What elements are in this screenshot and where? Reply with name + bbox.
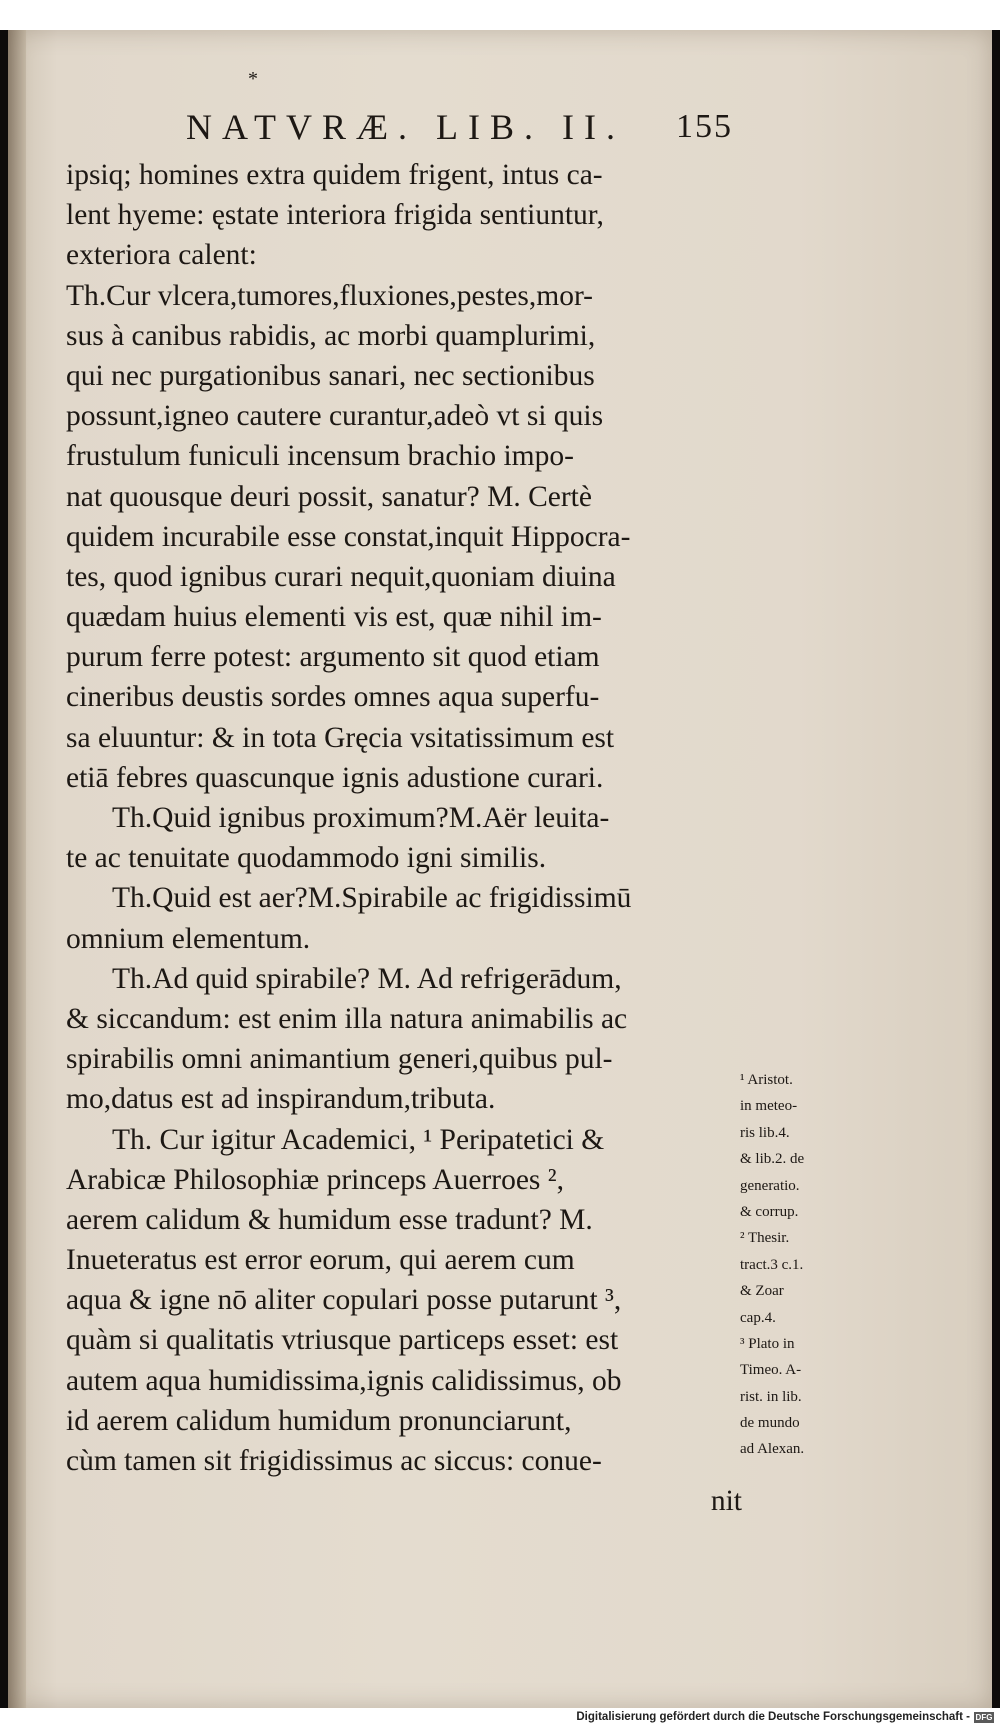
- margin-note-line: tract.3 c.1.: [740, 1256, 804, 1273]
- text-line: aqua & igne nō aliter copulari posse putarunt ³,: [66, 1284, 622, 1317]
- text-line: mo,datus est ad inspirandum,tributa.: [66, 1083, 496, 1116]
- margin-note-line: ³ Plato in: [740, 1335, 795, 1352]
- margin-note-line: de mundo: [740, 1415, 800, 1432]
- margin-note-line: & corrup.: [740, 1203, 799, 1220]
- digitization-credit: Digitalisierung gefördert durch die Deutsche Forschungsgemeinschaft -: [576, 1711, 970, 1723]
- text-line: aerem calidum & humidum esse tradunt? M.: [66, 1203, 593, 1236]
- text-line: quidem incurabile esse constat,inquit Hippocra-: [66, 520, 631, 553]
- text-line: quàm si qualitatis vtriusque particeps esset: est: [66, 1324, 619, 1357]
- text-line: cùm tamen sit frigidissimus ac siccus: conue-: [66, 1445, 602, 1477]
- text-line: ipsiq; homines extra quidem frigent, intus ca-: [66, 159, 603, 191]
- text-line: Th.Quid est aer?M.Spirabile ac frigidissimū: [112, 882, 632, 915]
- page-gutter-shadow: [8, 30, 26, 1708]
- margin-note-line: ad Alexan.: [740, 1441, 805, 1458]
- text-line: spirabilis omni animantium generi,quibus pul-: [66, 1043, 613, 1076]
- text-line: purum ferre potest: argumento sit quod etiam: [66, 641, 600, 674]
- margin-note-line: ² Thesir.: [740, 1230, 790, 1247]
- header-ornament: *: [248, 68, 258, 90]
- text-line: omnium elementum.: [66, 922, 311, 955]
- text-line: Th.Ad quid spirabile? M. Ad refrigerādum,: [112, 962, 622, 995]
- text-line: Th.Quid ignibus proximum?M.Aër leuita-: [112, 802, 610, 834]
- margin-note-line: ris lib.4.: [740, 1124, 790, 1141]
- margin-note-line: & lib.2. de: [740, 1151, 805, 1168]
- text-line: quædam huius elementi vis est, quæ nihil im-: [66, 601, 602, 634]
- text-line: Th.Cur vlcera,tumores,fluxiones,pestes,mor-: [66, 279, 593, 312]
- margin-note-line: Timeo. A-: [740, 1362, 802, 1379]
- margin-note-line: generatio.: [740, 1177, 800, 1194]
- text-line: & siccandum: est enim illa natura animabilis ac: [66, 1002, 628, 1035]
- page-number: 155: [676, 108, 733, 145]
- margin-note-line: ¹ Aristot.: [740, 1072, 793, 1088]
- text-line: possunt,igneo cautere curantur,adeò vt si quis: [66, 400, 604, 433]
- margin-notes: [740, 1067, 860, 1463]
- text-line: Inueteratus est error eorum, qui aerem cum: [66, 1244, 575, 1277]
- text-line: Th. Cur igitur Academici, ¹ Peripatetici &: [112, 1123, 605, 1156]
- catchword: nit: [710, 1485, 742, 1518]
- text-line: nat quousque deuri possit, sanatur? M. Certè: [66, 480, 592, 513]
- text-line: sa eluuntur: & in tota Gręcia vsitatissimum est: [66, 721, 615, 754]
- text-line: tes, quod ignibus curari nequit,quoniam diuina: [66, 560, 616, 593]
- text-line: qui nec purgationibus sanari, nec sectionibus: [66, 359, 595, 392]
- text-line: lent hyeme: ęstate interiora frigida sentiuntur,: [66, 199, 604, 232]
- text-line: autem aqua humidissima,ignis calidissimus, ob: [66, 1364, 622, 1397]
- margin-note-line: cap.4.: [740, 1309, 776, 1326]
- main-text-block: [66, 155, 742, 1521]
- text-line: cineribus deustis sordes omnes aqua superfu-: [66, 681, 600, 714]
- margin-note-line: in meteo-: [740, 1098, 798, 1115]
- dfg-logo: DFG: [975, 1713, 993, 1722]
- text-line: etiā febres quascunque ignis adustione curari.: [66, 761, 604, 794]
- text-line: id aerem calidum humidum pronunciarunt,: [66, 1404, 572, 1437]
- text-line: te ac tenuitate quodammodo igni similis.: [66, 842, 547, 875]
- text-line: sus à canibus rabidis, ac morbi quamplurimi,: [66, 319, 596, 352]
- margin-note-line: rist. in lib.: [740, 1388, 802, 1405]
- text-line: frustulum funiculi incensum brachio impo-: [66, 440, 574, 473]
- text-line: Arabicæ Philosophiæ princeps Auerroes ²,: [66, 1163, 564, 1196]
- margin-note-line: & Zoar: [740, 1283, 784, 1300]
- text-line: exteriora calent:: [66, 239, 257, 272]
- running-head-title: NATVRÆ. LIB. II.: [186, 107, 625, 147]
